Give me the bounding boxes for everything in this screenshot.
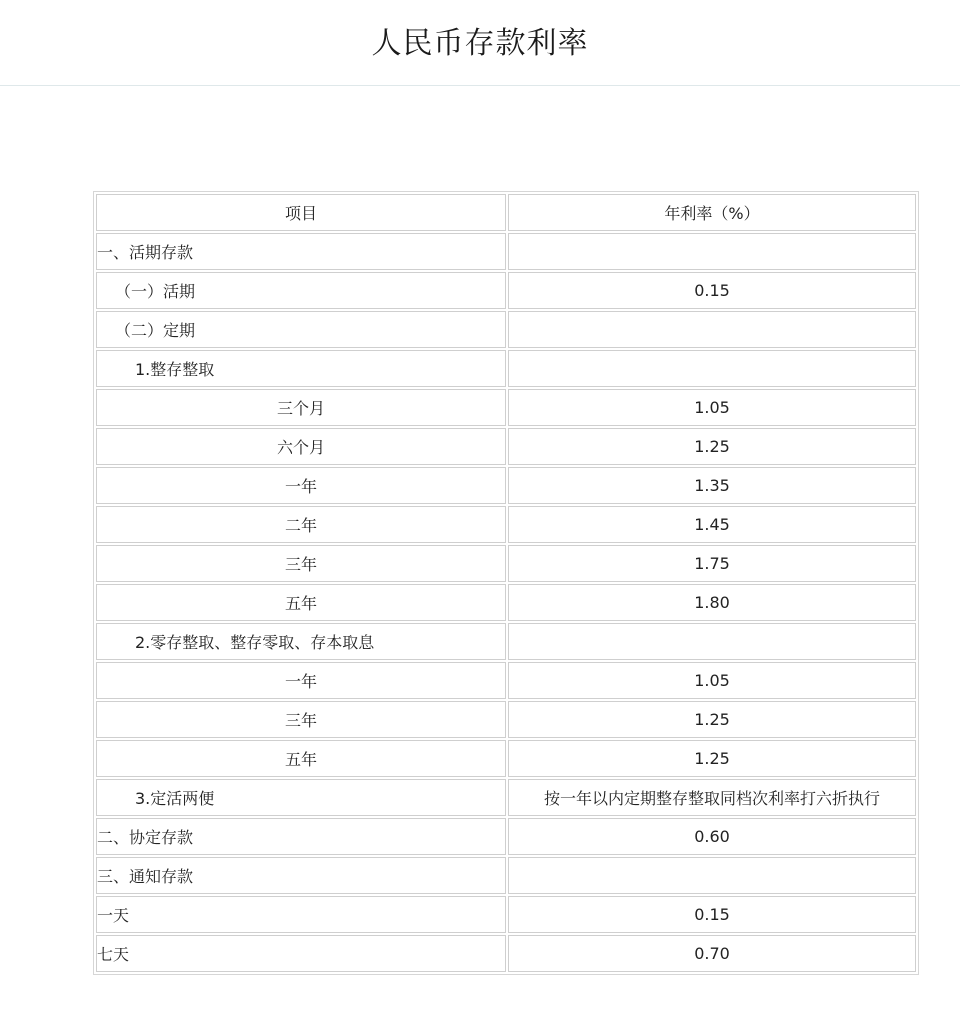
table-row (96, 740, 916, 777)
row-item-label: 六个月 (96, 428, 506, 465)
page-title: 人民币存款利率 (371, 25, 589, 61)
table-row (96, 272, 916, 309)
table-row (96, 311, 916, 348)
row-item-label: 五年 (96, 584, 506, 621)
row-rate-value: 1.25 (508, 740, 916, 777)
row-rate-value: 1.05 (508, 662, 916, 699)
row-item-label: 五年 (96, 740, 506, 777)
table-row (96, 779, 916, 816)
row-rate-value (508, 311, 916, 348)
table-row (96, 623, 916, 660)
row-rate-value: 1.80 (508, 584, 916, 621)
row-rate-value: 0.70 (508, 935, 916, 972)
table-row (96, 584, 916, 621)
row-rate-value: 0.60 (508, 818, 916, 855)
row-rate-value: 0.15 (508, 896, 916, 933)
row-item-label: 三、通知存款 (96, 857, 506, 894)
row-rate-value: 按一年以内定期整存整取同档次利率打六折执行 (508, 779, 916, 816)
table-row (96, 857, 916, 894)
row-item-label: 二年 (96, 506, 506, 543)
row-rate-value: 1.75 (508, 545, 916, 582)
table-row (96, 935, 916, 972)
table-row (96, 389, 916, 426)
row-rate-value (508, 857, 916, 894)
row-rate-value: 1.05 (508, 389, 916, 426)
table-row (96, 818, 916, 855)
row-item-label: （一）活期 (96, 272, 506, 309)
row-item-label: 一年 (96, 467, 506, 504)
row-item-label: 一天 (96, 896, 506, 933)
row-item-label: 1.整存整取 (96, 350, 506, 387)
row-item-label: 二、协定存款 (96, 818, 506, 855)
table-row (96, 506, 916, 543)
row-item-label: 3.定活两便 (96, 779, 506, 816)
row-rate-value: 1.45 (508, 506, 916, 543)
row-rate-value: 0.15 (508, 272, 916, 309)
row-item-label: 三年 (96, 545, 506, 582)
table-row (96, 350, 916, 387)
table-row (96, 896, 916, 933)
table-row (96, 428, 916, 465)
row-rate-value (508, 350, 916, 387)
row-item-label: 2.零存整取、整存零取、存本取息 (96, 623, 506, 660)
table-row (96, 662, 916, 699)
row-item-label: （二）定期 (96, 311, 506, 348)
row-item-label: 三个月 (96, 389, 506, 426)
deposit-rate-table (93, 191, 919, 975)
header-rate: 年利率（%） (508, 194, 916, 231)
row-rate-value (508, 623, 916, 660)
row-item-label: 七天 (96, 935, 506, 972)
table-header-row (96, 194, 916, 231)
row-rate-value: 1.25 (508, 428, 916, 465)
table-row (96, 701, 916, 738)
row-item-label: 一年 (96, 662, 506, 699)
page-header (0, 0, 960, 86)
row-rate-value: 1.25 (508, 701, 916, 738)
table-row (96, 467, 916, 504)
row-item-label: 一、活期存款 (96, 233, 506, 270)
row-item-label: 三年 (96, 701, 506, 738)
table-row (96, 233, 916, 270)
row-rate-value (508, 233, 916, 270)
table-row (96, 545, 916, 582)
row-rate-value: 1.35 (508, 467, 916, 504)
header-item: 项目 (96, 194, 506, 231)
